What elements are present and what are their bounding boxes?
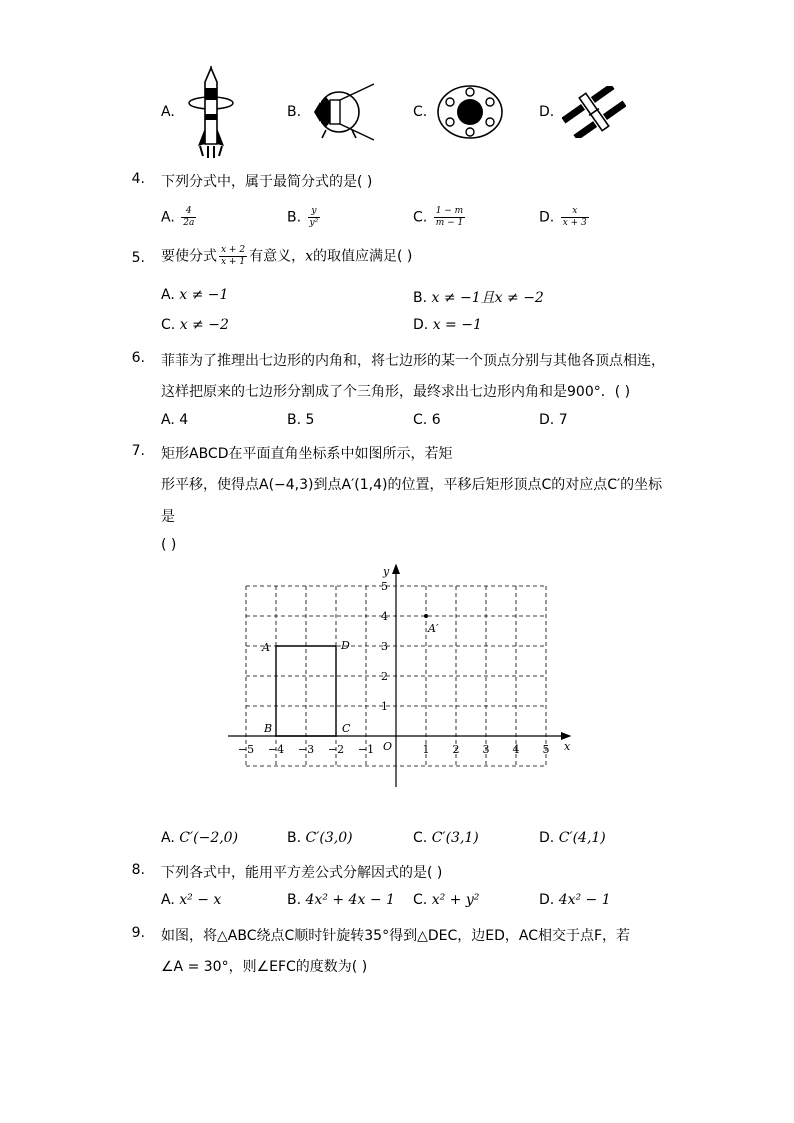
x-axis-label: x — [564, 740, 571, 753]
q7-option-b: B. C′(3,0) — [287, 830, 353, 846]
q4-option-a-label: A. — [161, 209, 175, 226]
x-tick-label: 2 — [452, 743, 460, 756]
q7-option-c: C. C′(3,1) — [413, 830, 479, 846]
q8-option-d: D. 4x² − 1 — [539, 892, 611, 908]
point-label-b: B — [264, 722, 273, 735]
q7-line-3: 是 — [161, 509, 175, 525]
q9-number: 9. — [131, 925, 145, 941]
q4-option-d-fraction: $\frac{x}{x + 3}$ — [562, 206, 587, 228]
q7-number: 7. — [131, 443, 145, 459]
y-axis-label: y — [383, 565, 390, 578]
q7-line-4: ( ) — [161, 537, 177, 553]
x-tick-label: −3 — [297, 743, 315, 756]
q6-line-1: 菲菲为了推理出七边形的内角和，将七边形的某一个顶点分别与其他各顶点相连， — [161, 353, 665, 369]
q5-number: 5. — [131, 250, 145, 266]
q4-option-c — [413, 206, 467, 229]
q5-option-d: D. x = −1 — [413, 317, 482, 333]
point-a-prime-dot — [424, 614, 428, 618]
point-labels — [261, 614, 439, 735]
y-tick-label: 4 — [381, 610, 388, 623]
q4-option-a-fraction: $\frac{4}{2a}$ — [183, 206, 195, 228]
x-tick-label: 3 — [482, 743, 490, 756]
q8-stem: 下列各式中，能用平方差公式分解因式的是( ) — [161, 865, 443, 881]
y-tick-label: 2 — [381, 670, 388, 683]
rocket-icon — [186, 66, 236, 160]
q3-option-c-label: C. — [413, 104, 428, 120]
x-tick-label: 1 — [422, 743, 430, 756]
q6-option-b: B. 5 — [287, 412, 315, 428]
q4-option-c-fraction: $\frac{1 - m}{m - 1}$ — [435, 206, 464, 228]
q4-option-b — [287, 206, 322, 229]
ring-circles-icon — [436, 84, 504, 140]
q7-option-a: A. C′(−2,0) — [161, 830, 239, 846]
x-tick-label: −5 — [237, 743, 255, 756]
q5-option-b: B. x ≠ −1且x ≠ −2 — [413, 290, 544, 306]
tick-labels — [238, 580, 550, 756]
x-tick-label: 4 — [512, 743, 520, 756]
q4-option-d-label: D. — [539, 209, 555, 226]
q6-option-d: D. 7 — [539, 412, 568, 428]
q6-number: 6. — [131, 350, 145, 366]
point-label-a-prime: A′ — [428, 622, 439, 635]
q7-line-2: 形平移，使得点A(−4,3)到点A′(1,4)的位置，平移后矩形顶点C的对应点C′的坐标 — [161, 477, 663, 493]
q3-option-a-label: A. — [161, 104, 175, 120]
point-label-d: D — [341, 639, 350, 652]
q4-option-c-label: C. — [413, 209, 428, 226]
space-station-icon — [562, 86, 626, 138]
origin-label: O — [383, 740, 393, 753]
q8-option-c: C. x² + y² — [413, 892, 480, 908]
q9-line-2: ∠A = 30°，则∠EFC的度数为( ) — [161, 959, 368, 975]
x-tick-label: −1 — [357, 743, 375, 756]
q5-option-a: A. x ≠ −1 — [161, 287, 229, 303]
q6-option-c: C. 6 — [413, 412, 441, 428]
q3-option-d-label: D. — [539, 104, 555, 120]
q4-option-d — [539, 206, 591, 229]
point-label-c: C — [342, 722, 351, 735]
y-tick-label: 5 — [381, 580, 388, 593]
q8-option-a: A. x² − x — [161, 892, 222, 908]
q8-number: 8. — [131, 862, 145, 878]
q6-line-2: 这样把原来的七边形分割成了个三角形，最终求出七边形内角和是900°．( ) — [161, 384, 631, 400]
x-tick-label: 5 — [542, 743, 550, 756]
q3-option-b-label: B. — [287, 104, 302, 120]
q4-number: 4. — [131, 171, 145, 187]
q4-option-b-label: B. — [287, 209, 302, 226]
satellite-dish-icon — [306, 78, 380, 146]
q7-option-d: D. C′(4,1) — [539, 830, 606, 846]
x-tick-label: −4 — [267, 743, 285, 756]
q7-line-1: 矩形ABCD在平面直角坐标系中如图所示，若矩 — [161, 446, 453, 462]
y-tick-label: 3 — [381, 640, 388, 653]
q4-stem: 下列分式中，属于最简分式的是( ) — [161, 174, 373, 190]
y-tick-label: 1 — [381, 700, 388, 713]
q8-option-b: B. 4x² + 4x − 1 — [287, 892, 395, 908]
point-label-a: A — [262, 641, 270, 654]
q4-option-a — [161, 206, 198, 229]
x-axis-arrow — [561, 732, 572, 740]
q5-option-c: C. x ≠ −2 — [161, 317, 229, 333]
y-axis-arrow — [392, 564, 400, 575]
q5-stem: 要使分式 $\frac{x + 2}{x + 1}$ 有意义，x的取值应满足( ) — [161, 245, 413, 267]
q9-line-1: 如图，将△ABC绕点C顺时针旋转35°得到△DEC，边ED，AC相交于点F，若 — [161, 928, 631, 944]
q7-coordinate-graph — [220, 558, 580, 792]
q5-fraction: $\frac{x + 2}{x + 1}$ — [221, 245, 246, 267]
q4-option-b-fraction: $\frac{y}{\text{y²}}$ — [309, 206, 319, 228]
q6-option-a: A. 4 — [161, 412, 189, 428]
x-tick-label: −2 — [327, 743, 345, 756]
